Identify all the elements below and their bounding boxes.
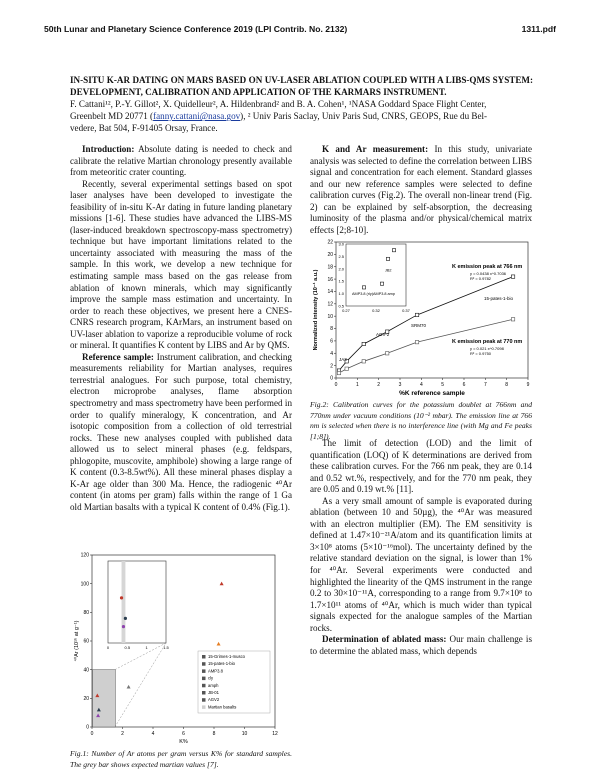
fig2-sample-label: JA3 bbox=[339, 357, 347, 362]
fig2-data-point bbox=[415, 313, 418, 316]
authors-block bbox=[70, 98, 533, 135]
ablation-text: Our main challenge is to determine the ablated mass, which depends bbox=[310, 634, 532, 656]
left-column bbox=[70, 144, 292, 514]
fig2-inset-y-tick-label: 0.5 bbox=[338, 303, 344, 309]
fig2-y-tick-label: 0 bbox=[330, 375, 333, 382]
fig1-y-tick-label: 100 bbox=[80, 581, 89, 588]
fig2-inset-frame bbox=[346, 244, 406, 306]
fig2-x-tick-label: 4 bbox=[419, 382, 423, 388]
fig1-legend-label: 15-Grimes-1-musco bbox=[208, 654, 245, 659]
fig1-legend-marker bbox=[202, 662, 206, 666]
authors-line-3: vedere, Bat 504, F-91405 Orsay, France. bbox=[70, 123, 218, 134]
fig2-y-tick-label: 20 bbox=[327, 252, 333, 259]
fig2-y-tick-label: 4 bbox=[330, 350, 333, 357]
figure-2-chart bbox=[306, 238, 534, 398]
intro-paragraph bbox=[70, 144, 292, 179]
fig1-inset-x-tick-label: 1 bbox=[145, 645, 148, 650]
paper-title: IN-SITU K-AR DATING ON MARS BASED ON UV-LASER ABLATION COUPLED WITH A LIBS-QMS SYSTEM: DEVELOPMENT, CALIBRATION AND APPLICATION OF THE KARMARS INSTRUMENT. bbox=[70, 75, 533, 98]
fig2-y-tick-label: 6 bbox=[330, 338, 333, 345]
fig2-inset-label: AMP3.8 (rly) bbox=[352, 291, 374, 296]
fig2-sample-label: 15-pates-1-bio bbox=[484, 296, 514, 301]
fig2-inset-y-tick-label: 2.5 bbox=[338, 253, 344, 259]
fig2-data-point bbox=[337, 371, 340, 374]
fig2-inset-y-tick-label: 1.5 bbox=[338, 278, 344, 284]
fig1-x-tick-label: 4 bbox=[151, 731, 155, 737]
fig1-legend-label: AMP3.8 bbox=[208, 668, 223, 674]
fig2-data-point bbox=[386, 352, 389, 355]
fig2-y-axis-label: Normalized intensity (10⁻¹ a.u.) bbox=[313, 269, 319, 351]
right-column-bottom bbox=[310, 438, 532, 657]
fig1-legend-label: cly bbox=[208, 675, 214, 681]
fig1-legend-label: amph bbox=[208, 682, 219, 688]
authors-line-2 bbox=[70, 110, 533, 122]
fig2-inset-y-tick-label: 3.0 bbox=[338, 241, 344, 247]
fig1-x-tick-label: 2 bbox=[121, 731, 124, 737]
fig2-x-tick-label: 2 bbox=[377, 382, 381, 388]
fig1-x-tick-label: 12 bbox=[272, 731, 278, 737]
fig2-x-tick-label: 0 bbox=[334, 382, 338, 388]
fig2-y-tick-label: 2 bbox=[330, 363, 333, 370]
fig2-data-point bbox=[511, 275, 514, 278]
fig2-sample-label: AGV-2 bbox=[376, 332, 390, 337]
fig1-data-point bbox=[127, 685, 131, 689]
fig2-y-tick-label: 18 bbox=[327, 264, 333, 271]
fig1-x-tick-label: 10 bbox=[241, 731, 248, 737]
fig1-zoom-connector bbox=[115, 643, 166, 670]
author-email-link[interactable]: fanny.cattani@nasa.gov bbox=[153, 111, 241, 122]
fig2-inset-x-tick-label: 0.27 bbox=[342, 308, 350, 313]
right-column-top bbox=[310, 144, 532, 236]
fig2-fit770-equation: y = 0.021 x^0.7098 bbox=[470, 346, 504, 351]
fig2-x-tick-label: 3 bbox=[398, 382, 402, 388]
fig1-legend-label: AGV2 bbox=[208, 697, 220, 703]
fig1-inset-x-tick-label: 0.5 bbox=[124, 645, 131, 650]
fig1-data-point bbox=[220, 582, 224, 586]
fig2-inset-point bbox=[392, 249, 395, 252]
fig2-data-point bbox=[362, 360, 365, 363]
fig1-legend-label: JB-01 bbox=[208, 690, 219, 695]
reference-text: Instrument calibration, and checking measurements reliability for Martian analyses, requires terrestrial analogues. For such purpose, total chemistry, electron microprobe analyses, flame absorption spectrometry and mass spectrometry have been performed in order to qualify mineralogy, K concentration, and Ar isotopic composition from a collection of old terrestrial rocks. These new analyses coupled with published data allowed us to select mineral phases (e.g. feldspars, phlogopite, muscovite, amphibole) showing a large range of K content (0.3-8.5wt%). All these mineral phases display a K-Ar age older than 300 Ma. Hence, the radiogenic ⁴⁰Ar content (in atoms per gram) falls within the range of 1 Ga old Martian basalts with a typical K content of 0.4% (Fig.1). bbox=[70, 351, 292, 512]
fig2-fit766-label: K emission peak at 766 nm bbox=[452, 264, 523, 270]
fig1-legend-marker bbox=[202, 677, 206, 681]
authors-line-2-pre: Greenbelt MD 20771 ( bbox=[70, 111, 154, 122]
page-id: 1311.pdf bbox=[521, 24, 556, 34]
fig2-y-tick-label: 14 bbox=[327, 289, 333, 296]
fig1-legend-label: Martian basalts bbox=[208, 704, 237, 710]
figure-2-caption: Fig.2: Calibration curves for the potassium doublet at 766nm and 770nm under vacuum conditions (10⁻² mbar). The emission line at 766 nm is selected when there is no interference line (with Mg and Fe peaks [1;8]). bbox=[310, 400, 532, 441]
fig2-inset-label: AMP3.8 amp bbox=[373, 291, 395, 296]
fig2-y-tick-label: 8 bbox=[330, 326, 333, 333]
fig2-fit766-r2: R² = 0.9782 bbox=[470, 276, 492, 281]
fig1-x-tick-label: 0 bbox=[90, 731, 94, 737]
fig1-inset-point bbox=[120, 596, 123, 599]
fig2-inset-x-tick-label: 0.32 bbox=[372, 308, 380, 313]
fig2-x-tick-label: 9 bbox=[526, 382, 530, 388]
fig2-inset-label: JB2 bbox=[385, 268, 392, 273]
fig2-data-point bbox=[511, 318, 514, 321]
paragraph-recent-work: Recently, several experimental settings based on spot laser analyses have been developed to investigate the feasibility of in-situ K-Ar dating in future landing planetary missions [1-6]. These studies have advanced the LIBS-MS (laser-induced breakdown spectroscopy-mass spectrometry) technique but have important limitations related to the uncertainty associated with measuring the mass of the sample. In this work, we develop a new technique for estimating sample mass based on the gas release from ablation of known minerals, which may significantly improve the sample mass estimation and uncertainty. In order to reach these objectives, we present here a CNES-CNRS research program, KArMars, an instrument based on UV-laser ablation to vaporize a reproducible volume of rock or mineral. It quantifies K content by LIBS and Ar by QMS. bbox=[70, 178, 292, 351]
fig2-inset-point bbox=[380, 282, 383, 285]
fig2-x-tick-label: 8 bbox=[505, 382, 509, 388]
fig1-inset-frame bbox=[108, 561, 166, 643]
fig2-x-tick-label: 6 bbox=[462, 382, 466, 388]
fig2-y-tick-label: 16 bbox=[327, 276, 333, 283]
figure-1-chart bbox=[70, 547, 292, 747]
fig1-legend-label: 15-pates-1-bio bbox=[208, 661, 236, 667]
fig1-inset-x-tick-label: 1.5 bbox=[163, 645, 169, 650]
reference-heading: Reference sample: bbox=[82, 351, 154, 362]
intro-heading: Introduction: bbox=[82, 144, 135, 154]
fig2-fit766-equation: y = 0.0438 x^0.7036 bbox=[470, 271, 507, 276]
fig2-inset-x-tick-label: 0.37 bbox=[402, 308, 410, 313]
fig2-inset-point bbox=[386, 257, 389, 260]
intro-text: Absolute dating is needed to check and calibrate the relative Martian chronology presently available from meteoritic crater counting. bbox=[70, 144, 292, 178]
fig2-x-tick-label: 1 bbox=[355, 382, 359, 388]
fig2-x-tick-label: 7 bbox=[483, 382, 487, 388]
fig1-zoom-connector bbox=[115, 643, 166, 727]
fig2-inset-point bbox=[362, 286, 365, 289]
fig2-y-tick-label: 22 bbox=[327, 239, 333, 246]
fig1-legend-marker bbox=[202, 669, 206, 673]
reference-paragraph bbox=[70, 352, 292, 514]
fig2-sample-label: SRM70 bbox=[411, 323, 427, 328]
conference-header: 50th Lunar and Planetary Science Conference 2019 (LPI Contrib. No. 2132) bbox=[44, 24, 348, 34]
fig1-y-axis-label: ⁴⁰Ar (10¹⁶ at g⁻¹) bbox=[74, 620, 80, 662]
fig1-y-tick-label: 0 bbox=[86, 724, 89, 731]
fig1-inset-x-tick-label: 0 bbox=[106, 645, 110, 650]
fig1-y-tick-label: 120 bbox=[80, 552, 89, 559]
fig2-x-tick-label: 5 bbox=[441, 382, 445, 388]
figure-1-plot bbox=[73, 553, 278, 745]
ar-paragraph: As a very small amount of sample is evaporated during ablation (between 10 and 50µg), the ⁴⁰Ar was measured with an electron multiplier (EM). The EM sensitivity is defined at 1.47×10⁻²¹A/atom and its quantification limits at 3×10⁸ atoms (5×10⁻¹⁶mol). The uncertainty defined by the relative standard deviation on the signal, is lower than 1% for ⁴⁰Ar. Several experiments were conducted and highlighted the linearity of the QMS instrument in the range 0.2 to 30×10⁻¹¹A, corresponding to a range from 9.7×10⁸ to 1.7×10¹¹ atoms of ⁴⁰Ar, which is much wider than typical signals expected for the analogue samples of the Martian rocks. bbox=[310, 495, 532, 633]
figure-2-plot bbox=[312, 240, 530, 397]
fig1-y-tick-label: 60 bbox=[83, 638, 89, 645]
kar-paragraph bbox=[310, 144, 532, 236]
kar-text: In this study, univariate analysis was selected to define the correlation between LIBS signal and concentration for each element. Standard glasses and our new reference samples were selected to define calibration curves (Fig.2). The overall non-linear trend (Fig. 2) can be explained by self-absorption, the decreasing luminosity of the plasma and/or physical/chemical matrix effects [2;8-10]. bbox=[310, 144, 532, 235]
fig1-x-tick-label: 8 bbox=[212, 731, 216, 737]
fig1-legend-marker bbox=[202, 684, 206, 688]
fig1-legend-marker bbox=[202, 691, 206, 695]
figure-1-caption: Fig.1: Number of Ar atoms per gram versus K% for standard samples. The grey bar shows expected martian values [7]. bbox=[70, 749, 292, 769]
fig1-legend-marker bbox=[202, 705, 206, 709]
fig2-y-tick-label: 12 bbox=[327, 301, 333, 308]
fig1-y-tick-label: 80 bbox=[83, 610, 89, 617]
ablation-heading: Determination of ablated mass: bbox=[322, 634, 447, 645]
kar-heading: K and Ar measurement: bbox=[322, 144, 429, 154]
fig1-x-axis-label: K% bbox=[179, 739, 188, 745]
fig2-fit770-r2: R² = 0.9750 bbox=[470, 351, 492, 356]
fig1-inset-point bbox=[122, 625, 125, 628]
fig2-inset-y-tick-label: 1.0 bbox=[338, 291, 344, 297]
fig2-data-point bbox=[345, 367, 348, 370]
fig2-data-point bbox=[415, 340, 418, 343]
fig2-fit770-label: K emission peak at 770 nm bbox=[452, 339, 523, 345]
fig2-y-tick-label: 10 bbox=[327, 313, 333, 320]
fig2-x-axis-label: %K reference sample bbox=[399, 390, 465, 397]
fig1-y-tick-label: 40 bbox=[83, 667, 89, 674]
fig1-martian-range-box bbox=[93, 670, 116, 727]
ablation-paragraph bbox=[310, 634, 532, 657]
fig1-y-tick-label: 20 bbox=[83, 696, 89, 703]
fig1-legend-marker bbox=[202, 698, 206, 702]
fig1-inset-grey-bar bbox=[122, 561, 126, 643]
fig1-inset-point bbox=[124, 617, 127, 620]
fig1-data-point bbox=[217, 642, 221, 646]
fig1-legend-marker bbox=[202, 655, 206, 659]
authors-line-1: F. Cattani¹², P.-Y. Gillot², X. Quidelleur², A. Hildenbrand² and B. A. Cohen¹, ¹NASA Goddard Space Flight Center, bbox=[70, 99, 487, 109]
fig1-x-tick-label: 6 bbox=[182, 731, 185, 737]
fig2-inset-y-tick-label: 2.0 bbox=[338, 266, 344, 272]
fig2-data-point bbox=[362, 342, 365, 345]
lod-paragraph: The limit of detection (LOD) and the limit of quantification (LOQ) of K determinations are derived from these calibration curves. For the 766 nm peak, they are 0.14 and 0.52 wt.%, respectively, and for the 770 nm peak, they are 0.05 and 0.19 wt.% [11]. bbox=[310, 438, 532, 495]
authors-line-2-post: ), ² Univ Paris Saclay, Univ Paris Sud, CNRS, GEOPS, Rue du Bel- bbox=[240, 111, 488, 122]
